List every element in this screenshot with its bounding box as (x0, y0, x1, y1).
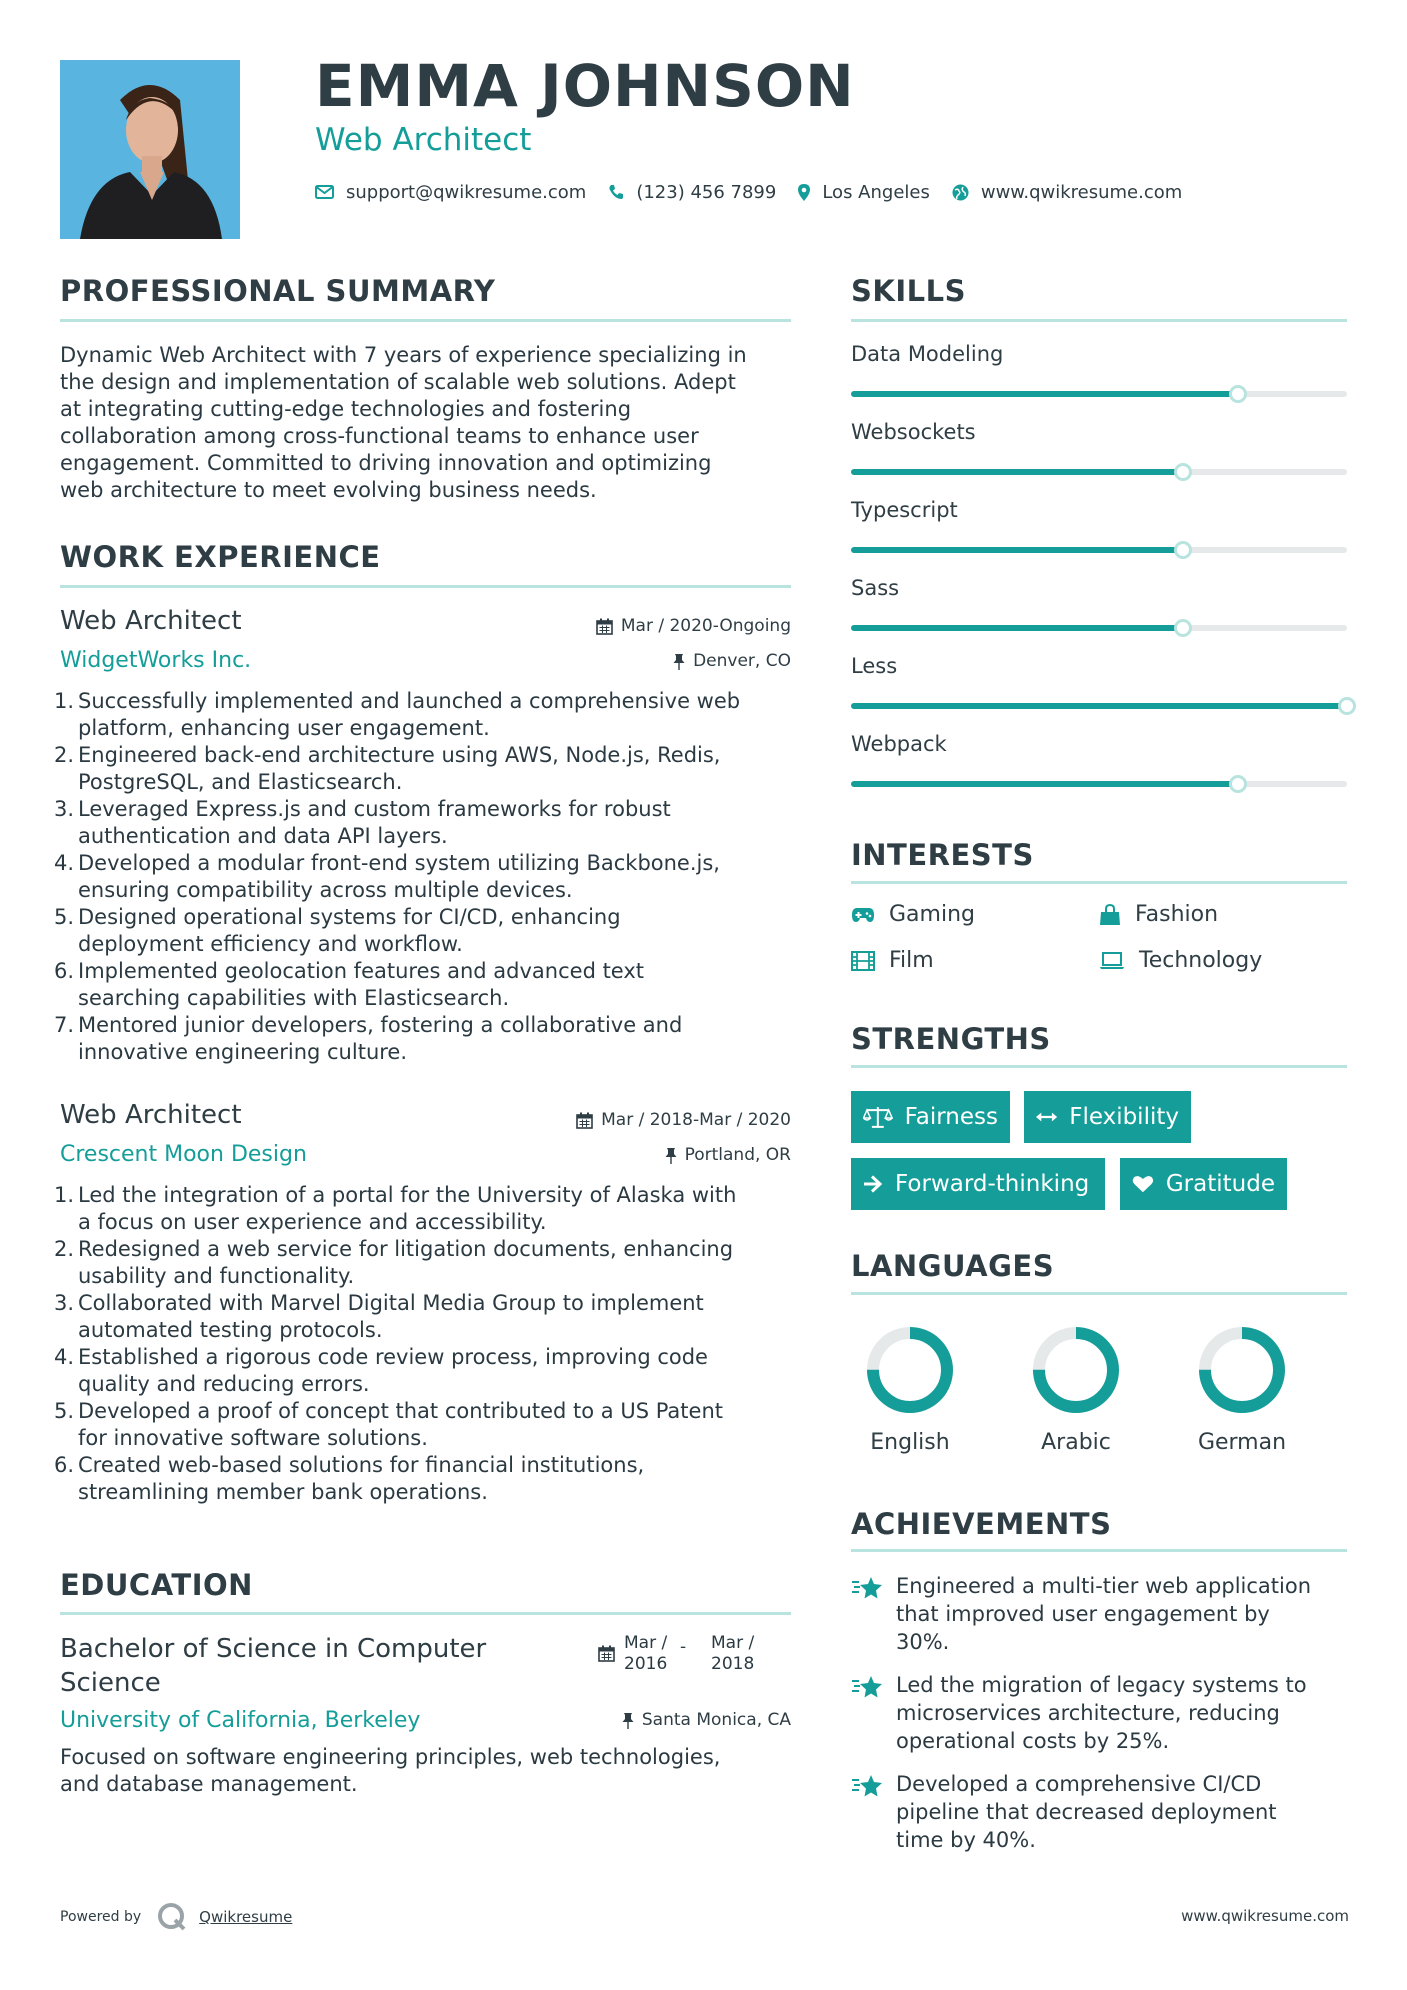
experience-heading: WORK EXPERIENCE (60, 540, 381, 574)
list-item (54, 1290, 805, 1344)
education-start-month: Mar / (624, 1633, 668, 1653)
education-description-line: Focused on software engineering principles, web technologies, (60, 1745, 721, 1769)
education-description-line: and database management. (60, 1772, 358, 1796)
bullet-number: 7. (54, 1013, 75, 1037)
shooting-star-icon (851, 1574, 885, 1602)
globe-icon (952, 184, 969, 201)
degree-line: Bachelor of Science in Computer (60, 1634, 487, 1664)
film-icon (851, 951, 875, 971)
achievement-line: 30%. (896, 1630, 950, 1654)
strength-tag (851, 1091, 1010, 1143)
skill-fill (851, 547, 1183, 553)
bullet-line: PostgreSQL, and Elasticsearch. (78, 770, 403, 794)
skills-divider (851, 319, 1347, 322)
laptop-icon (1099, 952, 1125, 970)
bullet-line: authentication and data API layers. (78, 824, 448, 848)
achievement-text (896, 1770, 1366, 1854)
language-item (860, 1320, 960, 1455)
strengths-heading: STRENGTHS (851, 1022, 1051, 1056)
contact-location-text: Los Angeles (822, 181, 930, 203)
summary-line: engagement. Committed to driving innovation and optimizing (60, 451, 712, 475)
bullet-line: platform, enhancing user engagement. (78, 716, 490, 740)
contact-bar (315, 180, 1204, 204)
achievement-line: that improved user engagement by (896, 1602, 1270, 1626)
strength-label: Forward-thinking (895, 1171, 1090, 1197)
bullet-number: 5. (54, 905, 75, 929)
strength-label: Fairness (904, 1104, 998, 1130)
job-location (673, 651, 791, 671)
contact-email-text: support@qwikresume.com (346, 181, 587, 203)
skill-name: Less (851, 654, 898, 678)
interests-divider (851, 881, 1347, 884)
skills-heading: SKILLS (851, 274, 966, 308)
language-item (1192, 1320, 1292, 1455)
bullet-line: Successfully implemented and launched a comprehensive web (78, 689, 741, 713)
job-bullets (54, 688, 805, 1066)
map-pin-icon (798, 184, 810, 201)
bullet-line: Designed operational systems for CI/CD, enhancing (78, 905, 621, 929)
skill-fill (851, 781, 1238, 787)
list-item (54, 1236, 805, 1290)
bullet-line: Redesigned a web service for litigation documents, enhancing (78, 1237, 734, 1261)
degree-line: Science (60, 1668, 161, 1698)
bullet-number: 2. (54, 1237, 75, 1261)
job-dates-text: Mar / 2020-Ongoing (620, 616, 791, 636)
skill-name: Websockets (851, 420, 976, 444)
language-name: Arabic (1041, 1430, 1111, 1455)
interest-label: Fashion (1135, 902, 1219, 927)
footer-website-link[interactable]: www.qwikresume.com (1181, 1907, 1349, 1925)
language-name: English (870, 1430, 950, 1455)
list-item (54, 958, 805, 1012)
shooting-star-icon (851, 1772, 885, 1800)
job-location-text: Denver, CO (693, 651, 791, 671)
skill-name: Typescript (851, 498, 958, 522)
summary-line: collaboration among cross-functional teams to enhance user (60, 424, 699, 448)
candidate-name: EMMA JOHNSON (315, 52, 855, 120)
bullet-line: Developed a proof of concept that contributed to a US Patent (78, 1399, 724, 1423)
skill-track (851, 547, 1347, 553)
achievement-line: Developed a comprehensive CI/CD (896, 1772, 1262, 1796)
job-title: Web Architect (60, 606, 242, 636)
skill-track (851, 469, 1347, 475)
summary-line: the design and implementation of scalable web solutions. Adept (60, 370, 736, 394)
job-location (665, 1145, 791, 1165)
summary-line: Dynamic Web Architect with 7 years of experience specializing in (60, 343, 747, 367)
skill-knob (1174, 463, 1192, 481)
list-item (54, 1452, 805, 1506)
list-item (54, 1398, 805, 1452)
education-location-text: Santa Monica, CA (641, 1710, 791, 1730)
achievement-text (896, 1572, 1366, 1656)
bullet-line: Implemented geolocation features and advanced text (78, 959, 645, 983)
bullet-number: 5. (54, 1399, 75, 1423)
bullet-number: 3. (54, 797, 75, 821)
qwikresume-logo-icon (157, 1902, 187, 1932)
job-dates-text: Mar / 2018-Mar / 2020 (601, 1110, 791, 1130)
strength-label: Flexibility (1069, 1104, 1179, 1130)
contact-phone[interactable] (608, 182, 776, 203)
list-item (54, 904, 805, 958)
education-end (711, 1633, 754, 1675)
skill-knob (1174, 541, 1192, 559)
bullet-line: Leveraged Express.js and custom frameworks for robust (78, 797, 671, 821)
skill-track (851, 391, 1347, 397)
education-start-year: 2016 (624, 1654, 668, 1674)
achievements-heading: ACHIEVEMENTS (851, 1507, 1112, 1541)
list-item (54, 1182, 805, 1236)
strengths-divider (851, 1065, 1347, 1068)
list-item (54, 850, 805, 904)
skill-track (851, 703, 1347, 709)
achievement-line: pipeline that decreased deployment (896, 1800, 1277, 1824)
shooting-star-icon (851, 1673, 885, 1701)
strength-label: Gratitude (1165, 1171, 1275, 1197)
education-end-month: Mar / (711, 1633, 755, 1653)
skill-name: Webpack (851, 732, 947, 756)
pushpin-icon (665, 1147, 677, 1164)
bullet-line: Collaborated with Marvel Digital Media Group to implement (78, 1291, 704, 1315)
language-ring (1192, 1320, 1292, 1420)
interest-item (851, 948, 934, 973)
summary-divider (60, 319, 791, 322)
bullet-number: 6. (54, 959, 75, 983)
pushpin-icon (622, 1712, 634, 1729)
calendar-icon (598, 1645, 615, 1662)
achievement-text (896, 1671, 1366, 1755)
bullet-line: usability and functionality. (78, 1264, 355, 1288)
list-item (54, 688, 805, 742)
candidate-title: Web Architect (315, 122, 532, 158)
bullet-line: Engineered back-end architecture using AWS, Node.js, Redis, (78, 743, 721, 767)
job-location-text: Portland, OR (684, 1145, 791, 1165)
language-ring (1026, 1320, 1126, 1420)
list-item (54, 742, 805, 796)
job-title: Web Architect (60, 1100, 242, 1130)
education-location (622, 1710, 791, 1730)
list-item (54, 1344, 805, 1398)
envelope-icon (315, 185, 334, 199)
bullet-number: 4. (54, 851, 75, 875)
education-divider (60, 1612, 791, 1615)
language-ring (860, 1320, 960, 1420)
pushpin-icon (673, 653, 685, 670)
bullet-line: streamlining member bank operations. (78, 1480, 488, 1504)
interest-label: Film (889, 948, 934, 973)
summary-text (60, 342, 800, 504)
job-dates (596, 616, 791, 636)
bullet-number: 4. (54, 1345, 75, 1369)
achievement-line: time by 40%. (896, 1828, 1036, 1852)
school-name: University of California, Berkeley (60, 1708, 421, 1733)
achievements-divider (851, 1549, 1347, 1552)
degree-title (60, 1632, 486, 1700)
date-separator: - (680, 1637, 687, 1657)
strength-tag (1024, 1091, 1191, 1143)
skill-knob (1338, 697, 1356, 715)
bullet-line: automated testing protocols. (78, 1318, 383, 1342)
list-item (54, 796, 805, 850)
footer-powered-by (60, 1902, 292, 1932)
bullet-number: 1. (54, 1183, 75, 1207)
interest-item (851, 902, 975, 927)
calendar-icon (596, 618, 613, 635)
experience-divider (60, 585, 791, 588)
language-name: German (1197, 1430, 1287, 1455)
bullet-line: Established a rigorous code review process, improving code (78, 1345, 708, 1369)
education-end-year: 2018 (711, 1654, 755, 1674)
strength-tag (851, 1158, 1105, 1210)
skill-knob (1174, 619, 1192, 637)
skill-name: Sass (851, 576, 900, 600)
education-description (60, 1744, 805, 1798)
job-company: WidgetWorks Inc. (60, 648, 252, 673)
interest-item (1099, 902, 1218, 927)
contact-website[interactable] (952, 182, 1182, 203)
summary-heading: PROFESSIONAL SUMMARY (60, 274, 496, 308)
skill-fill (851, 703, 1347, 709)
education-heading: EDUCATION (60, 1568, 253, 1602)
strength-tag (1120, 1158, 1287, 1210)
skill-knob (1229, 775, 1247, 793)
contact-website-text: www.qwikresume.com (980, 181, 1183, 203)
bullet-line: for innovative software solutions. (78, 1426, 428, 1450)
languages-divider (851, 1292, 1347, 1295)
bullet-line: deployment efficiency and workflow. (78, 932, 463, 956)
contact-phone-text: (123) 456 7899 (636, 181, 777, 203)
balance-scale-icon (863, 1106, 893, 1128)
job-bullets (54, 1182, 805, 1506)
bullet-line: quality and reducing errors. (78, 1372, 370, 1396)
list-item (54, 1012, 805, 1066)
bullet-line: Developed a modular front-end system utilizing Backbone.js, (78, 851, 720, 875)
languages-heading: LANGUAGES (851, 1249, 1055, 1283)
phone-icon (608, 184, 624, 200)
contact-location (798, 182, 930, 203)
bullet-line: Mentored junior developers, fostering a collaborative and (78, 1013, 683, 1037)
job-company: Crescent Moon Design (60, 1142, 307, 1167)
gamepad-icon (851, 907, 875, 923)
skill-fill (851, 625, 1183, 631)
powered-by-text: Powered by (60, 1909, 142, 1925)
skill-name: Data Modeling (851, 342, 1004, 366)
job-dates (576, 1110, 791, 1130)
education-start (624, 1633, 667, 1675)
arrow-right-icon (863, 1175, 883, 1193)
heart-icon (1132, 1174, 1154, 1194)
bullet-number: 1. (54, 689, 75, 713)
contact-email[interactable] (315, 182, 586, 203)
skill-track (851, 781, 1347, 787)
achievement-line: microservices architecture, reducing (896, 1701, 1280, 1725)
interests-heading: INTERESTS (851, 838, 1034, 872)
skill-fill (851, 391, 1238, 397)
bullet-number: 2. (54, 743, 75, 767)
bullet-number: 3. (54, 1291, 75, 1315)
bullet-line: ensuring compatibility across multiple devices. (78, 878, 573, 902)
bullet-line: searching capabilities with Elasticsearch. (78, 986, 510, 1010)
bullet-line: a focus on user experience and accessibility. (78, 1210, 547, 1234)
skill-fill (851, 469, 1183, 475)
interest-label: Gaming (889, 902, 975, 927)
achievement-line: Led the migration of legacy systems to (896, 1673, 1307, 1697)
skill-track (851, 625, 1347, 631)
summary-line: at integrating cutting-edge technologies and fostering (60, 397, 632, 421)
achievement-line: Engineered a multi-tier web application (896, 1574, 1312, 1598)
bullet-line: Led the integration of a portal for the University of Alaska with (78, 1183, 737, 1207)
achievement-line: operational costs by 25%. (896, 1729, 1170, 1753)
language-item (1026, 1320, 1126, 1455)
calendar-icon (576, 1112, 593, 1129)
bullet-number: 6. (54, 1453, 75, 1477)
bullet-line: Created web-based solutions for financial institutions, (78, 1453, 645, 1477)
footer-brand-link[interactable]: Qwikresume (199, 1908, 293, 1926)
skill-knob (1229, 385, 1247, 403)
summary-line: web architecture to meet evolving business needs. (60, 478, 597, 502)
interest-label: Technology (1139, 948, 1263, 973)
profile-photo (60, 60, 240, 239)
shopping-bag-icon (1099, 904, 1121, 926)
bullet-line: innovative engineering culture. (78, 1040, 408, 1064)
arrows-horizontal-icon (1036, 1111, 1057, 1123)
interest-item (1099, 948, 1262, 973)
